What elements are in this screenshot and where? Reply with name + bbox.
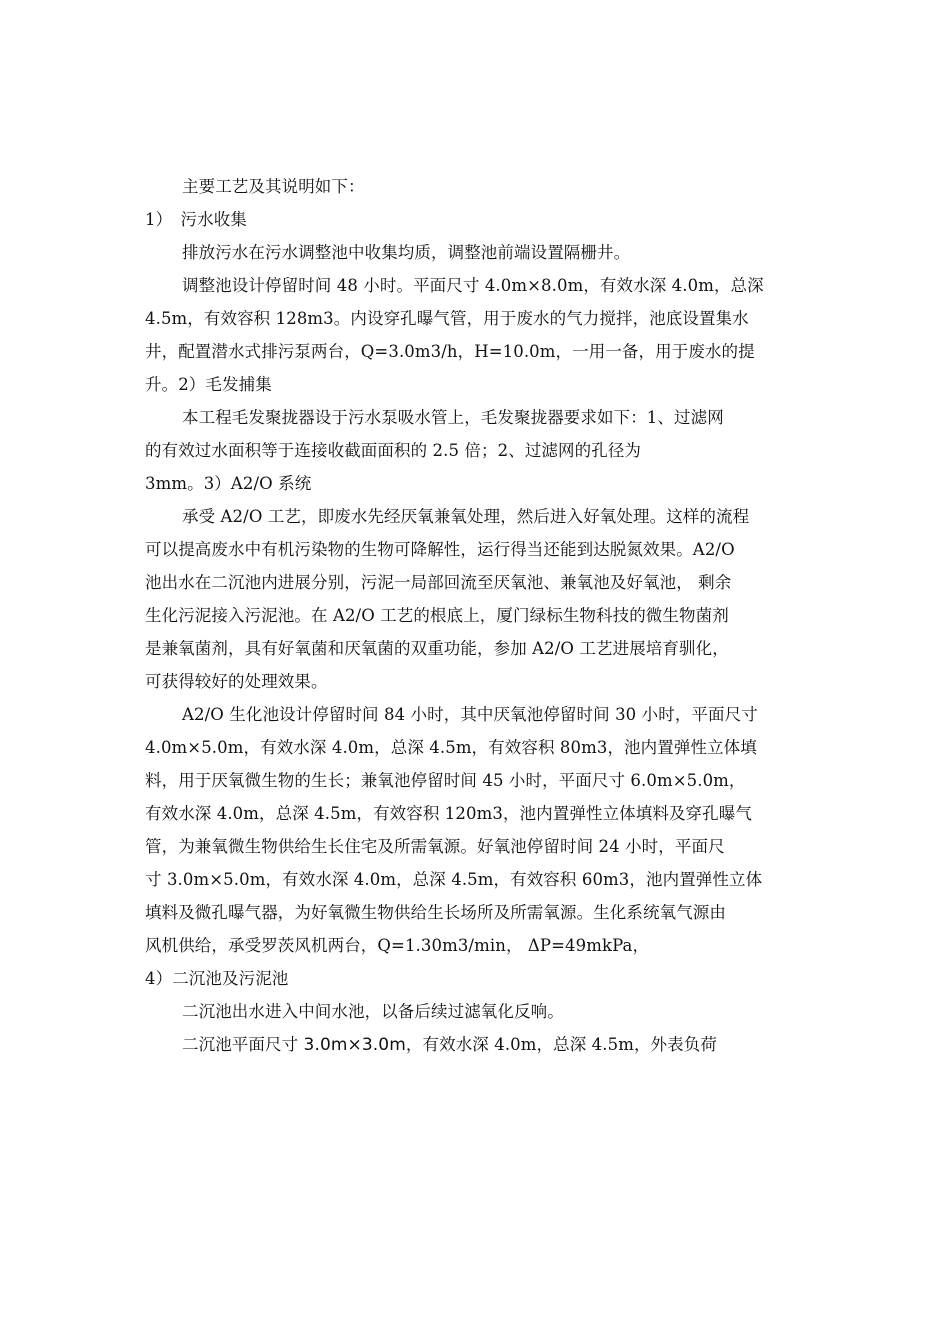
paragraph-line: 排放污水在污水调整池中收集均质，调整池前端设置隔栅井。	[182, 243, 631, 262]
last-line-text-after: ，有效水深 4.0m，总深 4.5m，外表负荷	[405, 1035, 717, 1054]
paragraph-line-last	[145, 1028, 815, 1061]
paragraph-line: 池出水在二沉池内进展分别，污泥一局部回流至厌氧池、兼氧池及好氧池， 剩余	[145, 573, 732, 592]
paragraph-line: 本工程毛发聚拢器设于污水泵吸水管上，毛发聚拢器要求如下：1、过滤网	[182, 408, 724, 427]
paragraph-line: 寸 3.0m×5.0m，有效水深 4.0m，总深 4.5m，有效容积 60m3，池内置弹性立体	[145, 870, 763, 889]
paragraph-line: 生化污泥接入污泥池。在 A2/O 工艺的根底上，厦门绿标生物科技的微生物菌剂	[145, 606, 729, 625]
heading-sewage-collection: 1） 污水收集	[145, 210, 247, 229]
document-body	[145, 170, 815, 1061]
paragraph-line: 风机供给，承受罗茨风机两台，Q=1.30m3/min， ΔP=49mkPa，	[145, 936, 650, 955]
paragraph-line: 可以提高废水中有机污染物的生物可降解性，运行得当还能到达脱氮效果。A2/O	[145, 540, 735, 559]
paragraph-line: 4.5m，有效容积 128m3。内设穿孔曝气管，用于废水的气力搅拌，池底设置集水	[145, 309, 749, 328]
paragraph-line: 4.0m×5.0m，有效水深 4.0m，总深 4.5m，有效容积 80m3，池内置弹性立体填	[145, 738, 757, 757]
last-line-dimension: 3.0m×3.0m	[303, 1035, 406, 1055]
paragraph-line: 料，用于厌氧微生物的生长；兼氧池停留时间 45 小时，平面尺寸 6.0m×5.0m，	[145, 771, 746, 790]
paragraph-line: 二沉池出水进入中间水池，以备后续过滤氧化反响。	[182, 1002, 564, 1021]
paragraph-line: A2/O 生化池设计停留时间 84 小时，其中厌氧池停留时间 30 小时，平面尺寸	[182, 705, 758, 724]
paragraph-line: 有效水深 4.0m，总深 4.5m，有效容积 120m3，池内置弹性立体填料及穿孔曝气	[145, 804, 752, 823]
section-intro: 主要工艺及其说明如下：	[182, 177, 365, 196]
paragraph-line: 管，为兼氧微生物供给生长住宅及所需氧源。好氧池停留时间 24 小时，平面尺	[145, 837, 725, 856]
last-line-text-before: 二沉池平面尺寸	[182, 1035, 304, 1054]
paragraph-line: 3mm。3）A2/O 系统	[145, 474, 312, 493]
paragraph-line: 的有效过水面积等于连接收截面面积的 2.5 倍；2、过滤网的孔径为	[145, 441, 642, 460]
paragraph-line: 可获得较好的处理效果。	[145, 672, 328, 691]
paragraph-line: 调整池设计停留时间 48 小时。平面尺寸 4.0m×8.0m，有效水深 4.0m，总深	[182, 276, 764, 295]
paragraph-line: 升。2）毛发捕集	[145, 375, 272, 394]
paragraph-line: 填料及微孔曝气器，为好氧微生物供给生长场所及所需氧源。生化系统氧气源由	[145, 903, 726, 922]
paragraph-line: 承受 A2/O 工艺，即废水先经厌氧兼氧处理，然后进入好氧处理。这样的流程	[182, 507, 750, 526]
heading-secondary-clarifier: 4）二沉池及污泥池	[145, 969, 289, 988]
paragraph-line: 是兼氧菌剂，具有好氧菌和厌氧菌的双重功能，参加 A2/O 工艺进展培育驯化，	[145, 639, 729, 658]
paragraph-line: 井，配置潜水式排污泵两台，Q=3.0m3/h，H=10.0m，一用一备，用于废水的提	[145, 342, 755, 361]
